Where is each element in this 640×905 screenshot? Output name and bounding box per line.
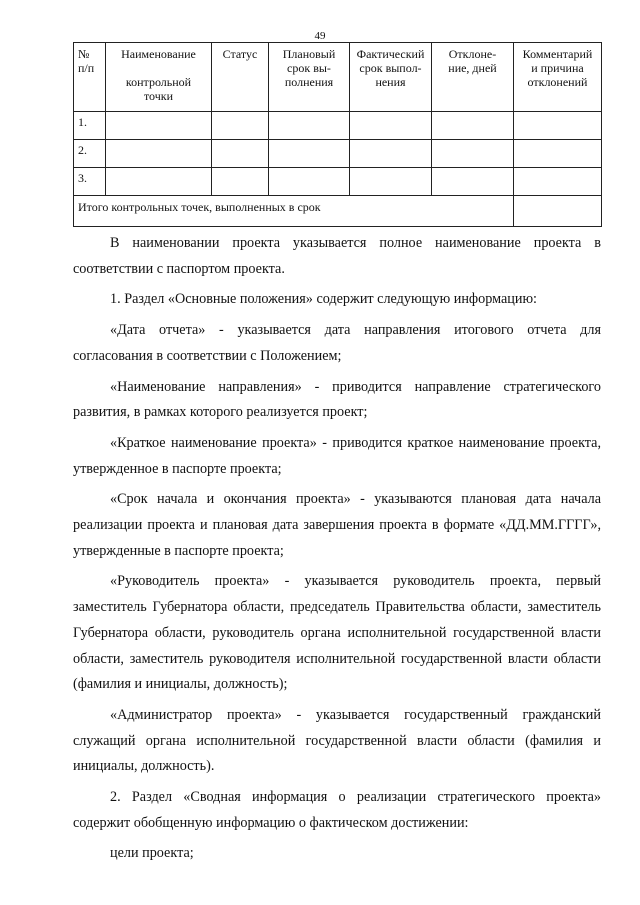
paragraph-short-name: «Краткое наименование проекта» - приводится краткое наименование проекта, утвержденное в паспорте проекта; xyxy=(73,434,601,477)
header-comment: Комментарий и причина отклонений xyxy=(514,43,602,112)
row-number: 3. xyxy=(74,168,106,196)
paragraph-project-head: «Руководитель проекта» - указывается руководитель проекта, первый заместитель Губернатора области, председатель Правительства области, заместитель Губернатора области, руководитель органа исполнительной государственной власти области, заместитель руководителя исполнительной государственной власти области (фамилия и инициалы, должность); xyxy=(73,573,601,693)
table-cell xyxy=(514,168,602,196)
table-cell xyxy=(350,168,432,196)
table-total-row xyxy=(74,196,602,227)
row-number: 2. xyxy=(74,140,106,168)
paragraph-section-2: 2. Раздел «Сводная информация о реализации стратегического проекта» содержит обобщенную информацию о фактическом достижении: xyxy=(73,789,601,831)
table-cell xyxy=(432,168,514,196)
paragraph-project-goals: цели проекта; xyxy=(110,845,194,862)
paragraph-project-name: В наименовании проекта указывается полное наименование проекта в соответствии с паспортом проекта. xyxy=(73,235,601,277)
paragraph-report-date: «Дата отчета» - указывается дата направления итогового отчета для согласования в соответствии с Положением; xyxy=(73,322,601,364)
table-cell xyxy=(269,168,350,196)
table-cell xyxy=(106,140,212,168)
paragraph-direction-name: «Наименование направления» - приводится направление стратегического развития, в рамках которого реализуется проект; xyxy=(73,378,601,421)
table-cell xyxy=(432,140,514,168)
table-cell xyxy=(212,112,269,140)
header-actual-date: Фактический срок выпол- нения xyxy=(350,43,432,112)
row-number: 1. xyxy=(74,112,106,140)
table-header-row xyxy=(74,43,602,112)
table-row xyxy=(74,112,602,140)
table-cell xyxy=(106,112,212,140)
table-cell xyxy=(514,112,602,140)
document-body xyxy=(73,231,601,872)
paragraph-section-1: 1. Раздел «Основные положения» содержит следующую информацию: xyxy=(110,291,537,308)
header-number: № п/п xyxy=(74,43,106,112)
table-cell xyxy=(106,168,212,196)
total-label: Итого контрольных точек, выполненных в срок xyxy=(74,196,514,227)
table-row xyxy=(74,168,602,196)
total-value-cell xyxy=(514,196,602,227)
table-cell xyxy=(269,112,350,140)
table-row xyxy=(74,140,602,168)
table-cell xyxy=(432,112,514,140)
table-cell xyxy=(212,140,269,168)
table-cell xyxy=(350,112,432,140)
table-cell xyxy=(350,140,432,168)
control-points-table xyxy=(73,42,602,227)
header-control-point-name: Наименование контрольной точки xyxy=(106,43,212,112)
paragraph-project-administrator: «Администратор проекта» - указывается государственный гражданский служащий органа исполнительной государственной власти области (фамилия и инициалы, должность). xyxy=(73,706,601,775)
header-planned-date: Плановый срок вы- полнения xyxy=(269,43,350,112)
table-cell xyxy=(212,168,269,196)
table-cell xyxy=(269,140,350,168)
header-deviation-days: Отклоне- ние, дней xyxy=(432,43,514,112)
header-status: Статус xyxy=(212,43,269,112)
page-number: 49 xyxy=(314,30,326,42)
table-cell xyxy=(514,140,602,168)
paragraph-project-dates: «Срок начала и окончания проекта» - указываются плановая дата начала реализации проекта и плановая дата завершения проекта в формате «ДД.ММ.ГГГГ», утвержденные в паспорте проекта; xyxy=(73,491,601,559)
